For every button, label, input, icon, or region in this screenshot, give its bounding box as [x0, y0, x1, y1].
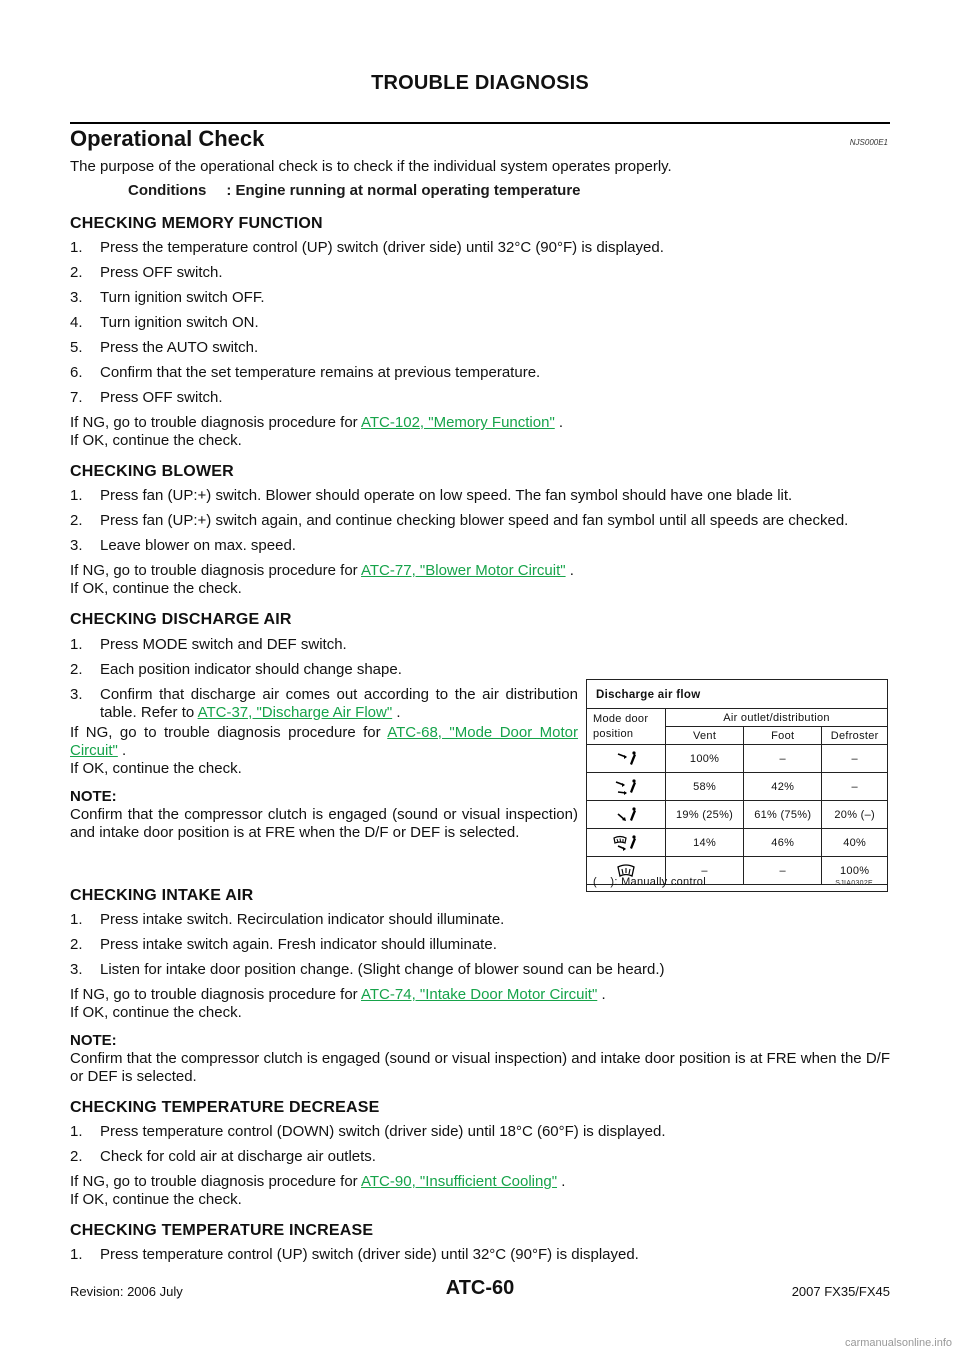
- section-title: Operational Check: [70, 126, 265, 151]
- blower-result: If NG, go to trouble diagnosis procedure for ATC-77, "Blower Motor Circuit" . If OK, continue the check.: [70, 562, 574, 598]
- flow-table-code: SJIA0302E: [835, 880, 873, 887]
- footer-page-number: ATC-60: [445, 1277, 515, 1299]
- list-item: 3. Turn ignition switch OFF.: [70, 289, 265, 307]
- mode-door-motor-circuit-link[interactable]: ATC-68, "Mode Door Motor Circuit": [70, 723, 579, 759]
- list-item: 2. Check for cold air at discharge air outlets.: [70, 1147, 376, 1165]
- list-item: 6. Confirm that the set temperature remains at previous temperature.: [70, 364, 541, 382]
- discharge-heading: CHECKING DISCHARGE AIR: [70, 611, 292, 629]
- temp-decrease-heading: CHECKING TEMPERATURE DECREASE: [70, 1098, 380, 1116]
- table-row: 100% – –: [587, 745, 887, 773]
- flow-table-title: Discharge air flow: [596, 689, 701, 701]
- list-item: 1. Press temperature control (UP) switch (driver side) until 32°C (90°F) is displayed.: [70, 1246, 639, 1264]
- flow-table-footnote: ( ): Manually control: [593, 876, 706, 888]
- conditions-line: [128, 182, 890, 200]
- temp-decrease-result: If NG, go to trouble diagnosis procedure for ATC-90, "Insufficient Cooling" . If OK, continue the check.: [70, 1172, 566, 1208]
- note-text: Confirm that the compressor clutch is engaged (sound or visual inspection) and intake door position is at FRE when the D/F or DEF is selected.: [70, 1049, 890, 1085]
- note-text: Confirm that the compressor clutch is engaged (sound or visual inspection) and intake door position is at FRE when the D/F or DEF is selected.: [70, 805, 578, 841]
- column-header-foot: Foot: [744, 727, 822, 745]
- header-rule: [70, 122, 890, 124]
- conditions-value: : Engine running at normal operating temperature: [226, 182, 581, 199]
- conditions-label: Conditions: [128, 182, 207, 199]
- insufficient-cooling-link[interactable]: ATC-90, "Insufficient Cooling": [361, 1172, 558, 1190]
- mode-header: Mode door position: [587, 709, 666, 745]
- list-item: 3. Confirm that discharge air comes out according to the air distribution table. Refer to ATC-37, "Discharge Air Flow" .: [70, 685, 578, 721]
- table-row: 19% (25%) 61% (75%) 20% (–): [587, 801, 887, 829]
- column-header-vent: Vent: [666, 727, 744, 745]
- discharge-air-flow-figure: [586, 679, 888, 892]
- page-header-title: TROUBLE DIAGNOSIS: [371, 72, 589, 94]
- footer-revision: Revision: 2006 July: [70, 1284, 183, 1299]
- intro-text: The purpose of the operational check is to check if the individual system operates properly.: [70, 158, 672, 175]
- list-item: 4. Turn ignition switch ON.: [70, 314, 259, 332]
- table-row: – – 100%: [587, 857, 887, 885]
- list-item: 7. Press OFF switch.: [70, 389, 223, 407]
- list-item: 1. Press intake switch. Recirculation indicator should illuminate.: [70, 910, 505, 928]
- list-item: 2. Press fan (UP:+) switch again, and continue checking blower speed and fan symbol until all speeds are checked.: [70, 512, 849, 530]
- temp-increase-heading: CHECKING TEMPERATURE INCREASE: [70, 1221, 374, 1239]
- list-item: 5. Press the AUTO switch.: [70, 339, 259, 357]
- discharge-result: If NG, go to trouble diagnosis procedure for ATC-68, "Mode Door Motor Circuit" . If OK, continue the check.: [70, 723, 579, 777]
- list-item: 1. Press MODE switch and DEF switch.: [70, 635, 347, 653]
- memory-function-link[interactable]: ATC-102, "Memory Function": [361, 414, 555, 432]
- note-label: NOTE:: [70, 1031, 117, 1049]
- table-row: 58% 42% –: [587, 773, 887, 801]
- list-item: 2. Each position indicator should change shape.: [70, 660, 402, 678]
- list-item: 3. Leave blower on max. speed.: [70, 537, 296, 555]
- memory-heading: CHECKING MEMORY FUNCTION: [70, 215, 323, 232]
- intake-door-motor-circuit-link[interactable]: ATC-74, "Intake Door Motor Circuit": [361, 985, 598, 1003]
- intake-result: If NG, go to trouble diagnosis procedure for ATC-74, "Intake Door Motor Circuit" . If OK, continue the check.: [70, 985, 606, 1021]
- discharge-air-flow-table: [587, 708, 887, 885]
- blower-motor-circuit-link[interactable]: ATC-77, "Blower Motor Circuit": [361, 562, 566, 580]
- intake-heading: CHECKING INTAKE AIR: [70, 886, 254, 904]
- vent-mode-icon: [612, 750, 640, 768]
- def-foot-mode-icon: [612, 834, 640, 852]
- column-header-defroster: Defroster: [822, 727, 887, 745]
- list-item: 2. Press intake switch again. Fresh indicator should illuminate.: [70, 935, 497, 953]
- list-item: 1. Press fan (UP:+) switch. Blower should operate on low speed. The fan symbol should have one blade lit.: [70, 487, 793, 505]
- note-label: NOTE:: [70, 787, 117, 805]
- table-row: 14% 46% 40%: [587, 829, 887, 857]
- footer-model: 2007 FX35/FX45: [791, 1284, 890, 1299]
- foot-mode-icon: [612, 806, 640, 824]
- list-item: 1. Press temperature control (DOWN) switch (driver side) until 18°C (60°F) is displayed.: [70, 1122, 666, 1140]
- outlet-header: Air outlet/distribution: [666, 709, 888, 727]
- discharge-block: [70, 636, 578, 842]
- list-item: 2. Press OFF switch.: [70, 264, 223, 282]
- section-code: NJS000E1: [849, 138, 888, 147]
- discharge-air-flow-link[interactable]: ATC-37, "Discharge Air Flow": [197, 703, 393, 721]
- list-item: 3. Listen for intake door position change. (Slight change of blower sound can be heard.): [70, 960, 665, 978]
- watermark: carmanualsonline.info: [844, 1337, 952, 1349]
- blower-heading: CHECKING BLOWER: [70, 463, 234, 481]
- list-item: 1. Press the temperature control (UP) switch (driver side) until 32°C (90°F) is displayed.: [70, 239, 664, 257]
- memory-result: If NG, go to trouble diagnosis procedure for ATC-102, "Memory Function" . If OK, continue the check.: [70, 414, 564, 450]
- bi-level-mode-icon: [612, 778, 640, 796]
